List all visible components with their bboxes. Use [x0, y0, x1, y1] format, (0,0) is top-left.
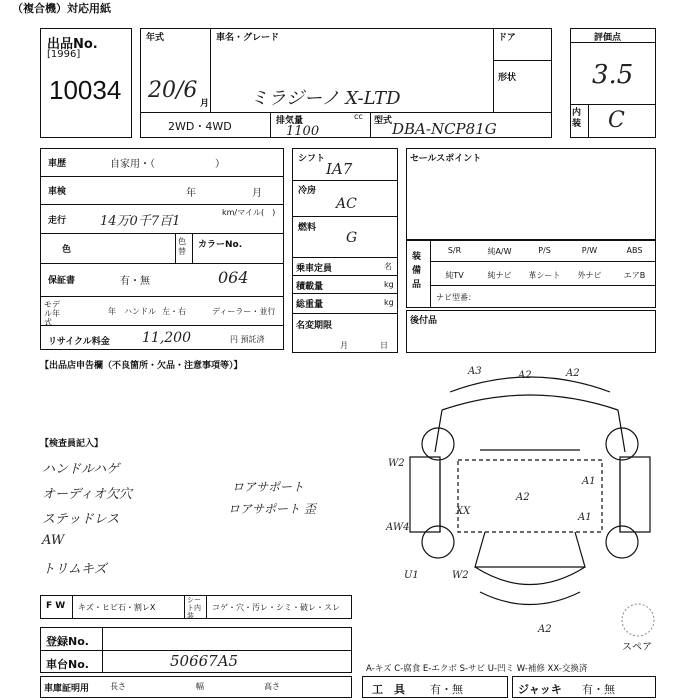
damage-legend: A-キズ C-腐食 E-エクボ S-サビ U-凹ミ W-補修 XX-交換済 — [366, 664, 588, 674]
aftermarket-label: 後付品 — [410, 316, 438, 326]
inspector-note: トリムキズ — [42, 562, 107, 577]
inspector-right-1: ロアサポート — [232, 480, 305, 494]
car-name-value: ミラジーノ X-LTD — [250, 88, 401, 109]
lot-number: 10034 — [49, 75, 122, 105]
notes-title: 【出品店申告欄（不良箇所・欠品・注意事項等）】 — [40, 361, 243, 371]
damage-mark: A2 — [538, 624, 552, 635]
damage-mark: A1 — [578, 512, 592, 523]
month-char: 月 — [200, 99, 210, 109]
gross-label: 総重量 — [296, 300, 324, 310]
score-label: 評価点 — [594, 33, 622, 43]
name-grade-label: 車名・グレード — [216, 33, 280, 43]
mileage-value: 14万0千7百1 — [100, 214, 181, 229]
warranty-label: 保証書 — [48, 276, 76, 286]
year-label: 年式 — [146, 33, 165, 43]
equipment-label: 装備品 — [412, 252, 422, 290]
damage-mark: XX — [456, 506, 471, 517]
name-change-day: 日 — [380, 341, 388, 350]
damage-codes: キズ・ヒビ石・割レX — [78, 603, 156, 612]
garage-cert-label: 車庫証明用 — [44, 684, 90, 694]
displacement-label: 排気量 — [276, 116, 304, 126]
mileage-unit: km/マイル( ) — [222, 208, 276, 217]
handle-label: ハンドル — [124, 307, 156, 316]
tools-value: 有・無 — [430, 683, 463, 696]
color-label: 色 — [62, 245, 72, 255]
model-year-unit: 年 — [108, 307, 116, 316]
shift-value: IA7 — [326, 160, 353, 178]
recycle-unit: 円 預託済 — [230, 335, 265, 344]
vehicle-details-table — [40, 148, 284, 350]
shape-label: 形状 — [498, 73, 517, 83]
interior-value: C — [608, 108, 625, 133]
navi-model-label: ナビ型番： — [436, 293, 476, 302]
model-type-value: DBA-NCP81G — [392, 120, 497, 138]
damage-mark: AW4 — [386, 522, 410, 533]
equipment-item-r2-3: 外ナビ — [577, 271, 602, 280]
jack-label: ジャッキ — [518, 683, 562, 696]
seat-interior-label: シート内装 — [187, 596, 201, 620]
inspection-label: 車検 — [48, 187, 67, 197]
color-number-value: 064 — [218, 268, 249, 287]
recycle-label: リサイクル料金 — [48, 337, 110, 347]
equipment-item-r1-4: ABS — [626, 246, 643, 255]
chassis-label: 車台No. — [46, 658, 89, 671]
interior-codes: コゲ・穴・汚レ・シミ・破レ・スレ — [212, 603, 340, 612]
capacity-unit: 名 — [384, 262, 392, 271]
drive-type: 2WD・4WD — [168, 120, 232, 133]
chassis-value: 50667A5 — [170, 652, 239, 670]
registration-label: 登録No. — [46, 635, 89, 648]
load-label: 積載量 — [296, 282, 324, 292]
year-value: 20/6 — [148, 78, 198, 103]
sales-point-label: セールスポイント — [410, 154, 482, 164]
door-label: ドア — [498, 33, 516, 43]
name-change-label: 名変期限 — [296, 321, 333, 331]
tools-label: 工 具 — [372, 683, 405, 696]
color-change: 色替 — [178, 237, 186, 256]
damage-mark: A1 — [582, 476, 596, 487]
spare-label: スペア — [622, 642, 652, 653]
fuel-label: 燃料 — [298, 223, 317, 233]
history-label: 車歴 — [48, 159, 67, 169]
gross-unit: kg — [384, 298, 394, 307]
width-label: 幅 — [196, 682, 204, 691]
mileage-label: 走行 — [48, 216, 67, 226]
equipment-item-r1-2: P/S — [538, 246, 551, 255]
displacement-unit: cc — [354, 112, 363, 121]
lot-number-box — [40, 28, 132, 138]
inspector-right-2: ロアサポート 歪 — [228, 502, 316, 516]
history-value: 自家用・（ ） — [110, 159, 225, 170]
lot-year: [1996] — [47, 49, 81, 60]
damage-mark: W2 — [452, 570, 469, 581]
damage-mark: W2 — [388, 458, 405, 469]
load-unit: kg — [384, 280, 394, 289]
fuel-value: G — [346, 230, 358, 246]
model-year-label: モデル年式 — [44, 300, 60, 327]
damage-mark: A3 — [468, 366, 482, 377]
equipment-item-r2-1: 純ナビ — [487, 271, 512, 280]
aftermarket-box — [406, 310, 656, 353]
inspector-note: AW — [42, 533, 65, 548]
equipment-item-r1-1: 純A/W — [487, 247, 512, 256]
damage-mark: A2 — [516, 492, 530, 503]
warranty-value: 有・無 — [120, 276, 150, 287]
inspector-note: ハンドルハゲ — [42, 462, 120, 477]
car-damage-diagram — [380, 362, 680, 642]
ac-value: AC — [336, 196, 357, 212]
lot-number-label: 出品No. — [47, 37, 98, 52]
equipment-item-r2-0: 純TV — [445, 271, 464, 280]
damage-mark: U1 — [404, 570, 419, 581]
damage-mark: A2 — [518, 370, 532, 381]
equipment-item-r2-2: 革シート — [528, 271, 561, 280]
model-type-label: 型式 — [374, 116, 393, 126]
score-value: 3.5 — [592, 60, 634, 90]
height-label: 高さ — [264, 682, 280, 691]
equipment-item-r2-4: エアB — [623, 271, 646, 280]
equipment-item-r1-0: S/R — [447, 246, 462, 255]
jack-value: 有・無 — [582, 683, 615, 696]
ac-label: 冷房 — [298, 186, 317, 196]
recycle-value: 11,200 — [142, 330, 191, 346]
inspector-note: オーディオ欠穴 — [42, 487, 132, 502]
form-title: （複合機）対応用紙 — [12, 2, 111, 15]
inspector-title: 【検査員記入】 — [40, 439, 104, 449]
equipment-item-r1-3: P/W — [581, 246, 598, 255]
color-number-label: カラーNo. — [198, 240, 243, 250]
inspector-note: ステッドレス — [42, 512, 120, 527]
handle-value: 左・右 — [162, 307, 186, 316]
displacement-value: 1100 — [286, 124, 320, 139]
dealer-label: ディーラー・並行 — [212, 307, 276, 316]
inspection-month: 月 — [252, 188, 262, 199]
name-change-month: 月 — [340, 341, 348, 350]
damage-mark: A2 — [566, 368, 580, 379]
length-label: 長さ — [110, 682, 126, 691]
shift-label: シフト — [298, 154, 326, 164]
interior-label: 内装 — [572, 108, 582, 129]
inspection-year: 年 — [186, 188, 196, 199]
fw-label: F W — [46, 601, 66, 611]
capacity-label: 乗車定員 — [296, 264, 333, 274]
